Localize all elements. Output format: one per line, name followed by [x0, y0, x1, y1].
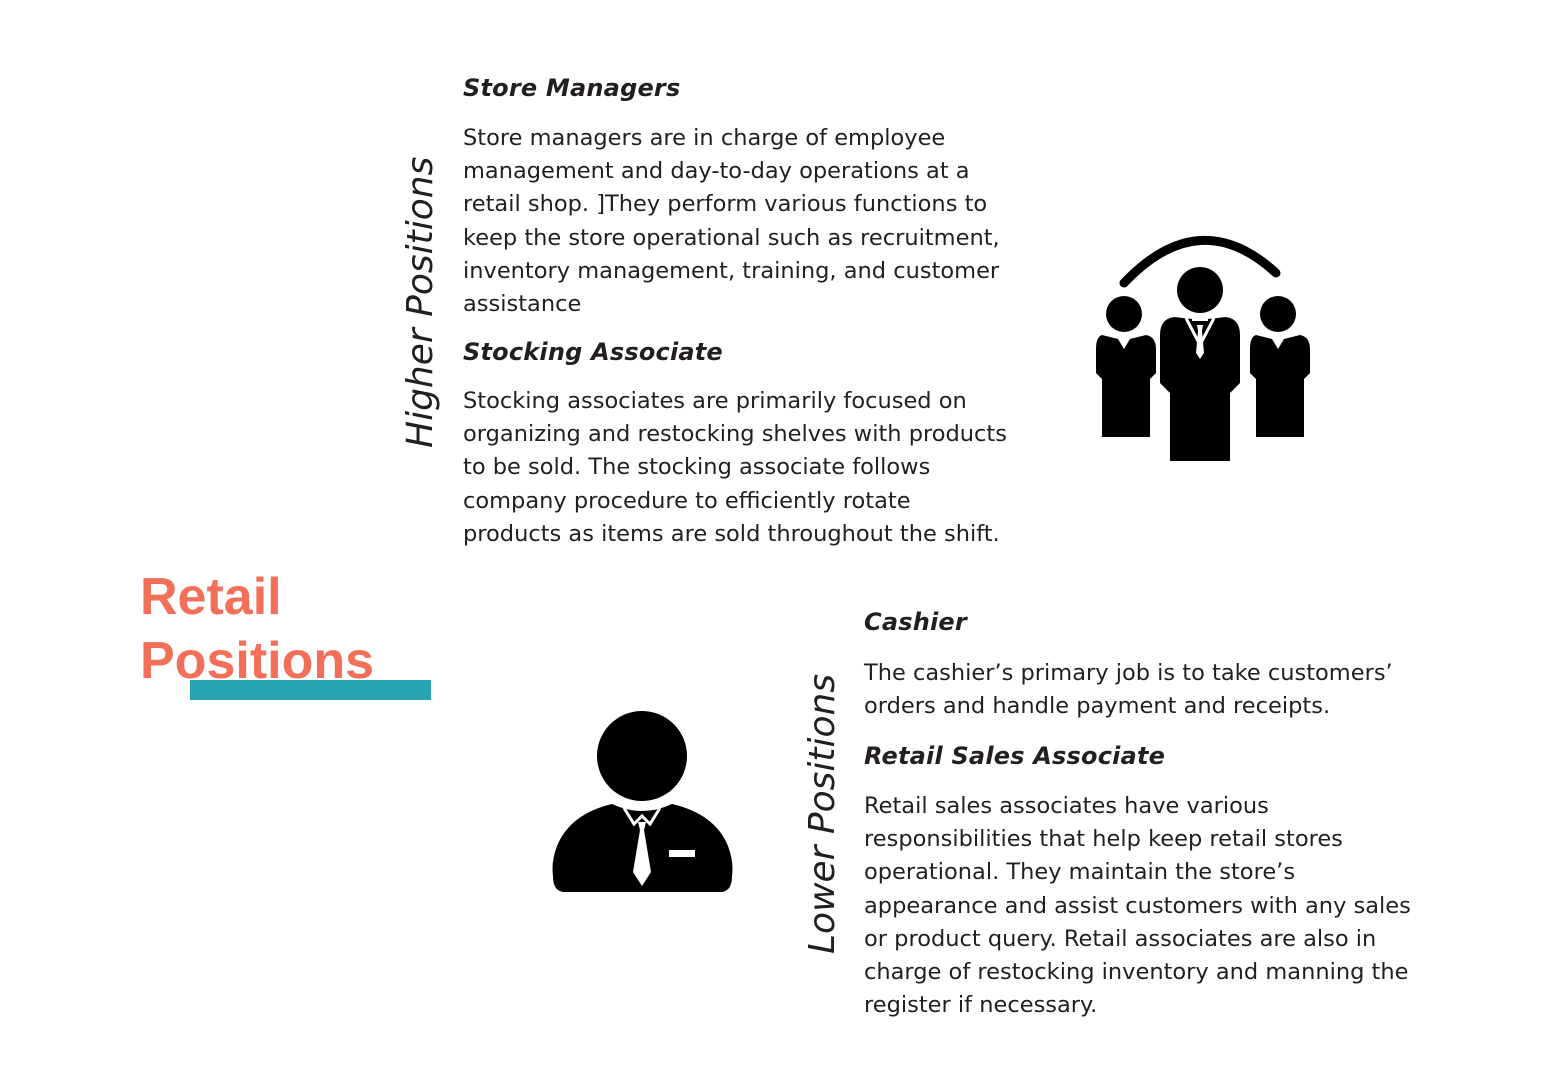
description-line: register if necessary. [864, 992, 1098, 1019]
description-line: or product query. Retail associates are also in [864, 925, 1377, 952]
lower-positions-label: Lower Positions [802, 673, 843, 954]
description-line: orders and handle payment and receipts. [864, 693, 1331, 720]
description-line: The cashier’s primary job is to take customers’ [864, 660, 1393, 686]
role-title-stocking-associate: Stocking Associate [463, 338, 723, 366]
description-line: responsibilities that help keep retail stores [864, 826, 1343, 853]
team-leader-icon [1080, 225, 1320, 470]
page-title-line-1: Retail [140, 568, 282, 626]
role-description-cashier [864, 657, 1393, 723]
description-line: assistance [463, 291, 582, 318]
description-line: Stocking associates are primarily focused on [463, 388, 967, 414]
description-line: to be sold. The stocking associate follows [463, 454, 931, 481]
role-title-cashier: Cashier [864, 608, 967, 636]
description-line: inventory management, training, and customer [463, 257, 1000, 284]
description-line: keep the store operational such as recruitment, [463, 224, 1000, 251]
higher-positions-label: Higher Positions [400, 156, 441, 448]
description-line: appearance and assist customers with any sales [864, 892, 1411, 919]
description-line: company procedure to efficiently rotate [463, 487, 911, 514]
description-line: retail shop. ]They perform various functions to [463, 191, 988, 218]
description-line: management and day-to-day operations at a [463, 158, 970, 185]
role-title-retail-sales-associate: Retail Sales Associate [864, 742, 1166, 770]
page-title-line-2: Positions [140, 632, 375, 690]
page-title [140, 565, 374, 693]
description-line: charge of restocking inventory and manning the [864, 959, 1409, 986]
description-line: products as items are sold throughout the shift. [463, 520, 1000, 547]
description-line: Store managers are in charge of employee [463, 125, 946, 151]
role-description-retail-sales-associate [864, 790, 1411, 1022]
role-description-stocking-associate [463, 385, 1007, 551]
employee-icon [550, 706, 735, 896]
description-line: Retail sales associates have various [864, 793, 1269, 819]
role-title-store-managers: Store Managers [463, 74, 681, 102]
description-line: organizing and restocking shelves with products [463, 421, 1007, 448]
description-line: operational. They maintain the store’s [864, 859, 1296, 886]
role-description-store-managers [463, 122, 1000, 321]
